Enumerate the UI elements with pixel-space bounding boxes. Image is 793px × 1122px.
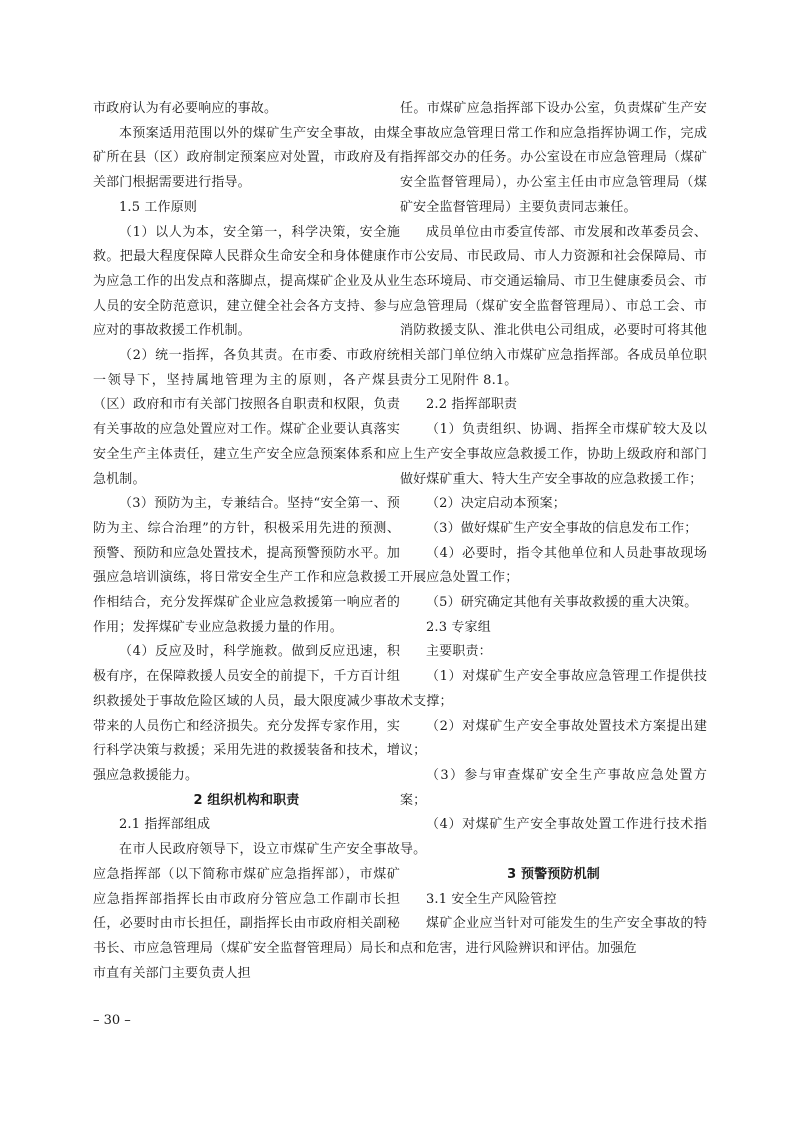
list-item: （2）决定启动本预案；	[426, 496, 566, 512]
section-heading: 2.1 指挥部组成	[119, 817, 211, 833]
paragraph: 成员单位由市委宣传部、市发展和改革委员会、市公安局、市民政局、市人力资源和社会保障局、市生态环境局、市交通运输局、市卫生健康委员会、市应急管理局（煤矿安全监督管理局）、市总工会、市消防救援支队、淮北供电公司组成，必要时可将其他相关部门单位纳入市煤矿应急指挥部。各成员单位职责分工见附件 8.1。	[400, 224, 707, 388]
list-item: （1）对煤矿生产安全事故应急管理工作提供技术支撑；	[400, 669, 707, 709]
left-column	[93, 97, 400, 986]
chapter-heading: 3 预警预防机制	[507, 866, 600, 882]
list-item: （4）必要时，指令其他单位和人员赴事故现场开展应急处置工作；	[400, 545, 707, 586]
paragraph: （3）预防为主，专兼结合。坚持“安全第一、预防为主、综合治理”的方针，积极采用先进的预测、预警、预防和应急处置技术，提高预警预防水平。加强应急培训演练，将日常安全生产工作和应急救援工作相结合，充分发挥煤矿企业应急救援第一响应者的作用；发挥煤矿专业应急救援力量的作用。	[93, 496, 400, 635]
paragraph: 市政府认为有必要响应的事故。	[93, 101, 278, 116]
section-heading: 3.1 安全生产风险管控	[426, 891, 557, 907]
paragraph: （2）统一指挥，各负其责。在市委、市政府统一领导下，坚持属地管理为主的原则，各产煤县（区）政府和市有关部门按照各自职责和权限，负责有关事故的应急处置应对工作。煤矿企业要认真落实安全生产主体责任，建立生产安全应急预案体系和应急机制。	[93, 348, 400, 487]
right-column	[400, 97, 707, 962]
paragraph: 任。市煤矿应急指挥部下设办公室，负责煤矿生产安全事故应急管理日常工作和应急指挥协调工作，完成指挥部交办的任务。办公室设在市应急管理局（煤矿安全监督管理局），办公室主任由市应急管理局（煤矿安全监督管理局）主要负责同志兼任。	[400, 101, 707, 215]
chapter-heading: 2 组织机构和职责	[193, 792, 300, 808]
list-item: （4）对煤矿生产安全事故处置工作进行技术指导。	[400, 817, 707, 858]
paragraph: 在市人民政府领导下，设立市煤矿生产安全事故应急指挥部（以下简称市煤矿应急指挥部），市煤矿应急指挥部指挥长由市政府分管应急工作副市长担任，必要时由市长担任，副指挥长由市政府相关副秘书长、市应急管理局（煤矿安全监督管理局）局长和市直有关部门主要负责人担	[93, 842, 400, 981]
paragraph: 主要职责：	[426, 644, 492, 660]
list-item: （3）参与审查煤矿安全生产事故应急处置方案；	[400, 767, 707, 808]
list-item: （3）做好煤矿生产安全事故的信息发布工作；	[426, 520, 698, 536]
paragraph: 煤矿企业应当针对可能发生的生产安全事故的特点和危害，进行风险辨识和评估。加强危	[400, 916, 707, 956]
paragraph: （1）以人为本，安全第一，科学决策，安全施救。把最大程度保障人民群众生命安全和身体健康作为应急工作的出发点和落脚点，提高煤矿企业及从业人员的安全防范意识，建立健全社会各方支持、参与应对的事故救援工作机制。	[93, 224, 400, 339]
list-item: （1）负责组织、协调、指挥全市煤矿较大及以上生产安全事故应急救援工作，协助上级政府和部门做好煤矿重大、特大生产安全事故的应急救援工作；	[400, 422, 707, 487]
paragraph: 本预案适用范围以外的煤矿生产安全事故，由煤矿所在县（区）政府制定预案应对处置，市政府及有关部门根据需要进行指导。	[93, 125, 400, 191]
paragraph: （4）反应及时，科学施救。做到反应迅速，积极有序，在保障救援人员安全的前提下，千方百计组织救援处于事故危险区域的人员，最大限度减少事故带来的人员伤亡和经济损失。充分发挥专家作用，实行科学决策与救援；采用先进的救援装备和技术，增强应急救援能力。	[93, 644, 400, 783]
section-heading: 2.3 专家组	[426, 619, 491, 635]
section-heading: 1.5 工作原则	[119, 199, 198, 215]
section-heading: 2.2 指挥部职责	[426, 397, 518, 413]
page-number: – 30 –	[93, 1013, 131, 1028]
list-item: （2）对煤矿生产安全事故处置技术方案提出建议；	[400, 718, 707, 759]
list-item: （5）研究确定其他有关事故救援的重大决策。	[426, 595, 698, 611]
